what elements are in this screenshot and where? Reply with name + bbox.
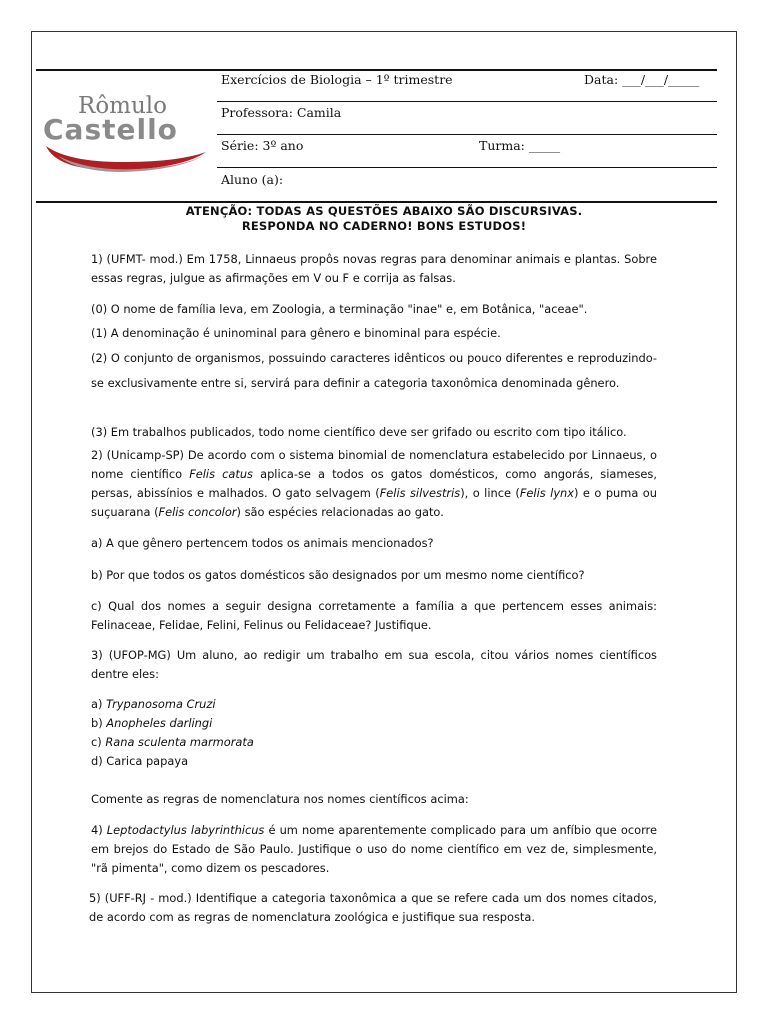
class-field: Turma: _____ (479, 138, 561, 153)
q4-statement: 4) Leptodactylus labyrinthicus é um nome aparentemente complicado para um anfíbio que ocorre em brejos do Estado de São Paulo. Justifique o uso do nome científico em vez de, simplesmente, "rã pimenta", como dizem os pescadores. (91, 823, 657, 875)
header-rule-3 (217, 167, 717, 168)
worksheet-title: Exercícios de Biologia – 1º trimestre (221, 72, 453, 87)
logo-line2: Castello (43, 113, 178, 146)
teacher-label: Professora: Camila (221, 105, 342, 120)
logo-line1: Rômulo (78, 93, 167, 119)
q1-item-3: (3) Em trabalhos publicados, todo nome científico deve ser grifado ou escrito com tipo itálico. (91, 425, 627, 439)
q3-name-c: c) Rana sculenta marmorata (91, 735, 254, 749)
header-rule-1 (217, 101, 717, 102)
header-top-rule (36, 69, 717, 71)
header-bottom-rule (36, 201, 717, 203)
species-felis-catus: Felis catus (189, 467, 253, 481)
q5-statement: 5) (UFF-RJ - mod.) Identifique a categoria taxonômica a que se refere cada um dos nomes citados, de acordo com as regras de nomenclatura zoológica e justifique sua resposta. (89, 891, 657, 924)
species-felis-concolor: Felis concolor (158, 505, 237, 519)
q1-item-1: (1) A denominação é uninominal para gênero e binominal para espécie. (91, 326, 501, 340)
q3-name-d: d) Carica papaya (91, 754, 189, 768)
grade-label: Série: 3º ano (221, 138, 304, 153)
student-field: Aluno (a): (221, 172, 284, 187)
school-logo (38, 86, 210, 178)
q3-comment: Comente as regras de nomenclatura nos nomes científicos acima: (91, 792, 469, 806)
q2-question-c: c) Qual dos nomes a seguir designa corretamente a família a que pertencem esses animais: Felinaceae, Felidae, Felini, Felinus ou Felidaceae? Justifique. (91, 599, 657, 632)
date-field: Data: ___/___/_____ (584, 72, 700, 87)
q1-item-2: (2) O conjunto de organismos, possuindo caracteres idênticos ou pouco diferentes e reproduzindo-se exclusivamente entre si, servirá para definir a categoria taxonômica denominada gênero. (91, 351, 657, 390)
species-leptodactylus: Leptodactylus labyrinthicus (106, 823, 265, 837)
q2-statement: 2) (Unicamp-SP) De acordo com o sistema binomial de nomenclatura estabelecido por Linnaeus, o nome científico Felis catus aplica-se a todos os gatos domésticos, como angorás, siameses, persas, abissínios e malhados. O gato selvagem (Felis silvestris), o lince (Felis lynx) e o puma ou suçuarana (Felis concolor) são espécies relacionadas ao gato. (91, 448, 657, 519)
species-felis-silvestris: Felis silvestris (379, 486, 461, 500)
notice-line2: RESPONDA NO CADERNO! BONS ESTUDOS! (241, 219, 527, 233)
q3-statement: 3) (UFOP-MG) Um aluno, ao redigir um trabalho em sua escola, citou vários nomes científicos dentre eles: (91, 648, 657, 681)
q2-question-a: a) A que gênero pertencem todos os animais mencionados? (91, 536, 434, 550)
q3-name-a: a) Trypanosoma Cruzi (91, 697, 216, 711)
q1-statement: 1) (UFMT- mod.) Em 1758, Linnaeus propôs novas regras para denominar animais e plantas. Sobre essas regras, julgue as afirmações em V ou F e corrija as falsas. (91, 252, 657, 285)
q1-item-0: (0) O nome de família leva, em Zoologia, a terminação "inae" e, em Botânica, "aceae". (91, 302, 588, 316)
q3-name-b: b) Anopheles darlingi (91, 716, 213, 730)
species-felis-lynx: Felis lynx (519, 486, 575, 500)
header-rule-2 (217, 134, 717, 135)
notice-line1: ATENÇÃO: TODAS AS QUESTÕES ABAIXO SÃO DISCURSIVAS. (185, 204, 583, 218)
q2-question-b: b) Por que todos os gatos domésticos são designados por um mesmo nome científico? (91, 568, 585, 582)
